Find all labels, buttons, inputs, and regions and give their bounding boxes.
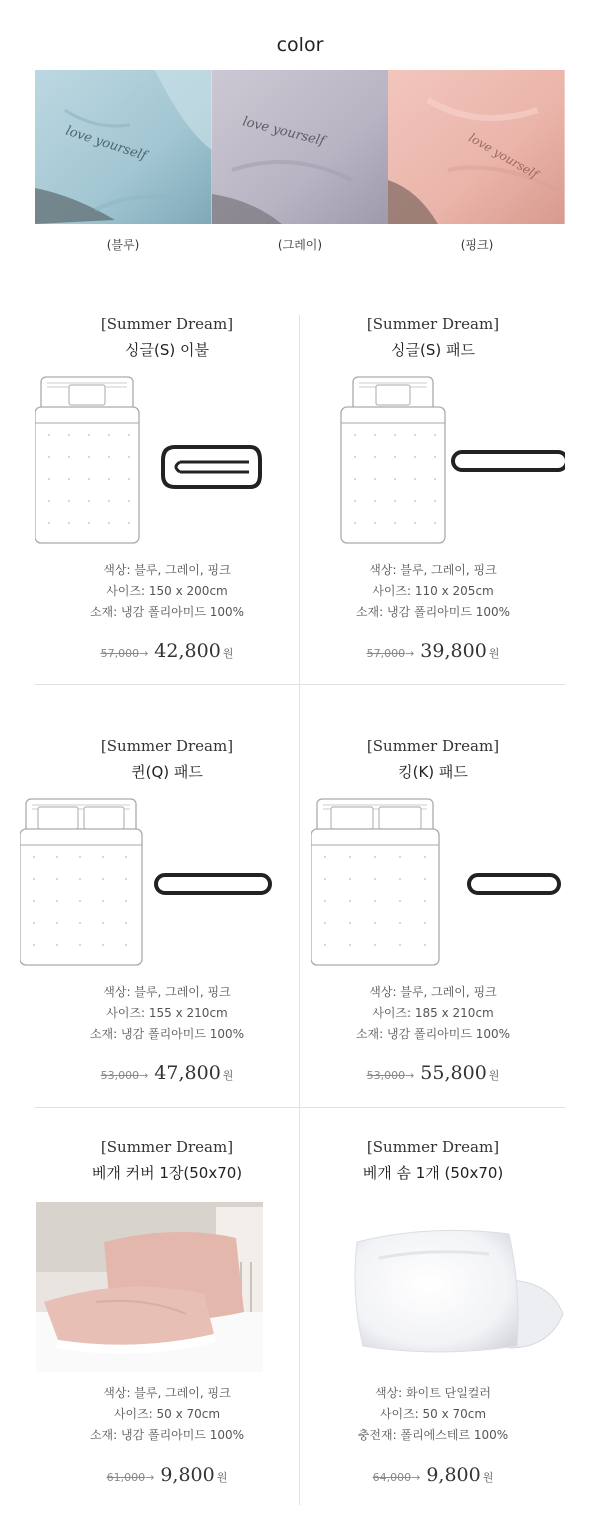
double-bed-icon	[20, 797, 284, 972]
row-divider-1	[35, 684, 565, 685]
old-price: 53,000	[366, 1069, 406, 1082]
arrow-icon: →	[145, 1471, 155, 1484]
single-bed-icon	[301, 375, 565, 555]
old-price: 57,000	[100, 647, 140, 660]
swatch-blue[interactable]	[35, 70, 212, 224]
product-size: 사이즈: 50 x 70cm	[113, 1407, 221, 1421]
currency: 원	[488, 1069, 500, 1082]
swatch-blue-script: love yourself	[63, 123, 149, 164]
color-section-title: color	[276, 34, 324, 56]
price-row	[35, 1464, 299, 1486]
product-name: 퀸(Q) 패드	[131, 763, 203, 781]
arrow-icon: →	[405, 1069, 415, 1082]
product-material: 소재: 냉감 폴리아미드 100%	[89, 1027, 245, 1041]
product-card-single-blanket[interactable]	[35, 315, 299, 675]
product-size: 사이즈: 110 x 205cm	[372, 584, 494, 598]
currency: 원	[482, 1471, 494, 1484]
old-price: 53,000	[100, 1069, 140, 1082]
folded-blanket-icon	[163, 447, 260, 487]
product-color: 색상: 화이트 단일컬러	[374, 1386, 491, 1400]
swatch-gray[interactable]	[212, 70, 389, 224]
new-price: 9,800	[426, 1464, 481, 1486]
white-pillow-photo	[349, 1218, 567, 1366]
flat-pad-icon	[156, 875, 270, 893]
new-price: 42,800	[154, 640, 221, 662]
price-row	[301, 1464, 565, 1486]
product-material: 소재: 냉감 폴리아미드 100%	[89, 605, 245, 619]
product-brand: [Summer Dream]	[366, 315, 500, 333]
product-size: 사이즈: 155 x 210cm	[106, 1006, 228, 1020]
product-brand: [Summer Dream]	[100, 315, 234, 333]
swatch-label-gray: (그레이)	[277, 238, 323, 252]
product-size: 사이즈: 185 x 210cm	[372, 1006, 494, 1020]
product-brand: [Summer Dream]	[100, 1138, 234, 1156]
arrow-icon: →	[405, 647, 415, 660]
product-name: 킹(K) 패드	[398, 763, 468, 781]
swatch-pink-script: love yourself	[466, 130, 541, 182]
currency: 원	[488, 647, 500, 660]
product-name: 싱글(S) 패드	[391, 341, 475, 359]
product-material: 소재: 냉감 폴리아미드 100%	[89, 1428, 245, 1442]
product-brand: [Summer Dream]	[366, 1138, 500, 1156]
product-size: 사이즈: 150 x 200cm	[106, 584, 228, 598]
currency: 원	[216, 1471, 228, 1484]
product-card-king-pad[interactable]	[301, 737, 565, 1097]
pink-pillow-photo	[36, 1202, 263, 1372]
price-row	[35, 640, 299, 662]
currency: 원	[222, 1069, 234, 1082]
column-divider	[299, 315, 300, 1505]
product-brand: [Summer Dream]	[100, 737, 234, 755]
flat-pad-icon	[453, 452, 565, 470]
new-price: 55,800	[420, 1062, 487, 1084]
product-card-single-pad[interactable]	[301, 315, 565, 675]
product-material: 충전재: 폴리에스테르 100%	[357, 1428, 509, 1442]
single-bed-icon	[35, 375, 299, 555]
product-material: 소재: 냉감 폴리아미드 100%	[355, 1027, 511, 1041]
swatch-pink[interactable]	[388, 70, 565, 224]
product-name: 싱글(S) 이불	[125, 341, 209, 359]
row-divider-2	[35, 1107, 565, 1108]
product-name: 베개 커버 1장(50x70)	[91, 1164, 243, 1182]
currency: 원	[222, 647, 234, 660]
product-name: 베개 솜 1개 (50x70)	[362, 1164, 504, 1182]
product-size: 사이즈: 50 x 70cm	[379, 1407, 487, 1421]
old-price: 57,000	[366, 647, 406, 660]
old-price: 64,000	[372, 1471, 412, 1484]
arrow-icon: →	[139, 1069, 149, 1082]
price-row	[301, 1062, 565, 1084]
product-color: 색상: 블루, 그레이, 핑크	[369, 563, 497, 577]
double-bed-icon	[311, 797, 565, 972]
product-card-pillow-insert[interactable]	[301, 1138, 565, 1498]
new-price: 47,800	[154, 1062, 221, 1084]
product-color: 색상: 블루, 그레이, 핑크	[103, 985, 231, 999]
flat-pad-icon	[469, 875, 559, 893]
swatch-gray-script: love yourself	[240, 114, 326, 150]
product-color: 색상: 블루, 그레이, 핑크	[103, 1386, 231, 1400]
price-row	[301, 640, 565, 662]
product-color: 색상: 블루, 그레이, 핑크	[369, 985, 497, 999]
arrow-icon: →	[411, 1471, 421, 1484]
product-card-pillow-cover[interactable]	[35, 1138, 299, 1498]
old-price: 61,000	[106, 1471, 146, 1484]
price-row	[35, 1062, 299, 1084]
swatch-label-pink: (핑크)	[460, 238, 494, 252]
product-card-queen-pad[interactable]	[20, 737, 284, 1097]
color-swatches	[35, 70, 565, 224]
product-material: 소재: 냉감 폴리아미드 100%	[355, 605, 511, 619]
new-price: 9,800	[160, 1464, 215, 1486]
new-price: 39,800	[420, 640, 487, 662]
product-color: 색상: 블루, 그레이, 핑크	[103, 563, 231, 577]
arrow-icon: →	[139, 647, 149, 660]
product-brand: [Summer Dream]	[366, 737, 500, 755]
swatch-label-blue: (블루)	[106, 238, 140, 252]
